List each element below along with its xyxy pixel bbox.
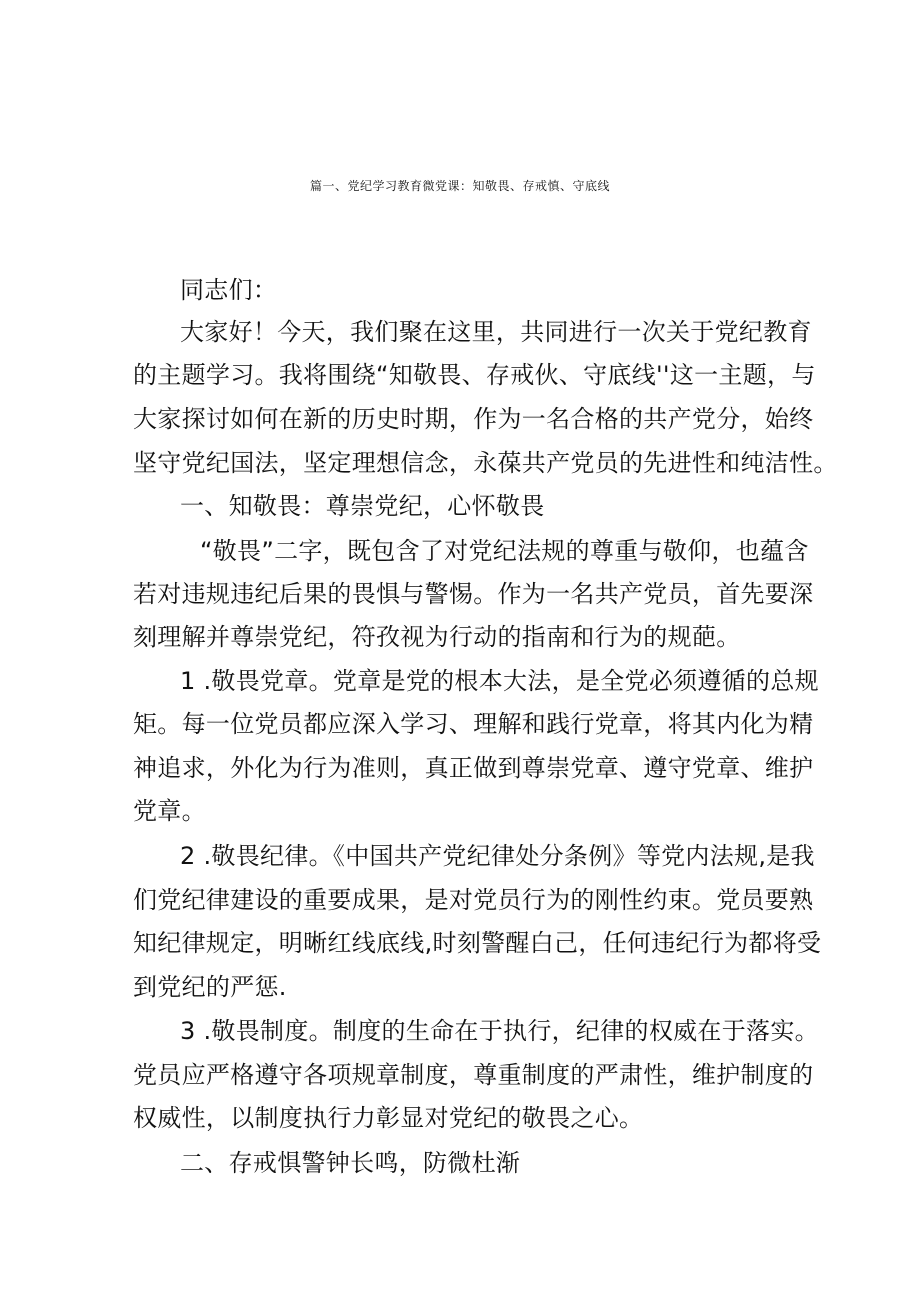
- paragraph-line: 2 .敬畏纪律。《中国共产党纪律处分条例》等党内法规,是我: [180, 842, 815, 870]
- paragraph-line: 知纪律规定，明晰红线底线,时刻警醒白己，任何违纪行为都将受: [133, 929, 822, 957]
- paragraph-line: 们党纪律建设的重要成果，是对党员行为的刚性约束。党员要熟: [133, 886, 814, 914]
- paragraph-line: 若对违规违纪后果的畏惧与警惕。作为一名共产党员，首先要深: [133, 580, 814, 608]
- document-title: 篇一、党纪学习教育微党课：知敬畏、存戒慎、守底线: [309, 179, 610, 193]
- paragraph-line: 党员应严格遵守各项规章制度，尊重制度的严肃性，维护制度的: [133, 1061, 814, 1089]
- salutation: 同志们：: [180, 276, 278, 304]
- section-heading: 一、知敬畏：尊崇党纪，心怀敬畏: [180, 492, 545, 520]
- paragraph-line: 神追求，外化为行为准则，真正做到尊崇党章、遵守党章、维护: [133, 754, 814, 782]
- paragraph-line: 大家好！今天，我们聚在这里，共同进行一次关于党纪教育: [180, 318, 812, 346]
- paragraph-line: 坚守党纪国法，坚定理想信念，永葆共产党员的先进性和纯洁性。: [133, 449, 838, 477]
- paragraph-line: 到党纪的严惩.: [133, 973, 287, 1001]
- paragraph-line: 的主题学习。我将围绕“知敬畏、存戒伙、守底线''这一主题，与: [133, 361, 816, 389]
- paragraph-line: 党章。: [133, 797, 206, 825]
- paragraph-line: 大家探讨如何在新的历史时期，作为一名合格的共产党分，始终: [133, 405, 814, 433]
- paragraph-line: 1 .敬畏党章。党章是党的根本大法，是全党必须遵循的总规: [180, 667, 819, 695]
- paragraph-line: “敬畏”二字，既包含了对党纪法规的尊重与敬仰，也蕴含: [200, 537, 809, 565]
- paragraph-line: 矩。每一位党员都应深入学习、理解和践行党章，将其内化为精: [133, 710, 814, 738]
- section-heading: 二、存戒惧警钟长鸣，防微杜渐: [180, 1149, 521, 1177]
- paragraph-line: 刻理解并尊崇党纪，符孜视为行动的指南和行为的规葩。: [133, 623, 741, 651]
- paragraph-line: 3 .敬畏制度。制度的生命在于执行，纪律的权威在于落实。: [180, 1017, 819, 1045]
- paragraph-line: 权威性，以制度执行力彰显对党纪的敬畏之心。: [133, 1104, 644, 1132]
